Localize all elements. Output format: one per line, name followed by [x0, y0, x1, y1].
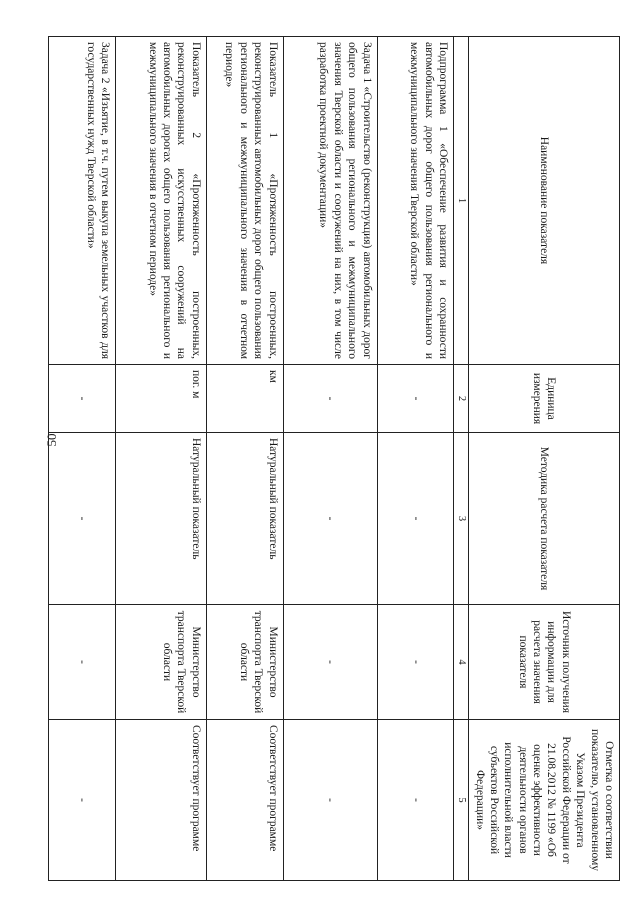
column-number: 3 [454, 433, 469, 605]
indicators-table [48, 36, 620, 881]
source-cell: Министерство транспорта Тверской области [116, 605, 207, 720]
header-source: Источник получения информации для расчета значения показателя [469, 605, 620, 720]
table-row [206, 37, 283, 881]
mark-cell: - [49, 720, 116, 881]
column-number: 4 [454, 605, 469, 720]
method-cell: - [283, 433, 377, 605]
column-number: 5 [454, 720, 469, 881]
unit-cell: - [377, 365, 454, 433]
table-row [49, 37, 116, 881]
unit-cell: пог. м [116, 365, 207, 433]
mark-cell: - [283, 720, 377, 881]
mark-cell: - [377, 720, 454, 881]
method-cell: Натуральный показатель [116, 433, 207, 605]
unit-cell: - [283, 365, 377, 433]
table-header-row [469, 37, 620, 881]
unit-cell: км [206, 365, 283, 433]
table-row [116, 37, 207, 881]
method-cell: - [377, 433, 454, 605]
source-cell: Министерство транспорта Тверской области [206, 605, 283, 720]
unit-cell: - [49, 365, 116, 433]
method-cell: - [49, 433, 116, 605]
indicator-name: Показатель 1 «Протяженность построенных, реконструированных автомобильных дорог общего пользования регионального и межмуниципального значения в отчетном периоде» [206, 37, 283, 365]
column-number: 1 [454, 37, 469, 365]
column-number-row [454, 37, 469, 881]
indicator-name: Задача 2 «Изъятие, в т.ч. путем выкупа земельных участков для государственных нужд Тверской области» [49, 37, 116, 365]
indicator-name: Подпрограмма 1 «Обеспечение развития и сохранности автомобильных дорог общего пользования регионального и межмуниципального значения Тверской области» [377, 37, 454, 365]
indicator-name: Показатель 2 «Протяженность построенных, реконструированных искусственных сооружений на автомобильных дорогах общего пользования регионального и межмуниципального значения в отчетном периоде» [116, 37, 207, 365]
table-row [377, 37, 454, 881]
header-indicator-name: Наименование показателя [469, 37, 620, 365]
header-compliance-mark: Отметка о соответствии показателю, установленному Указом Президента Российской Федерации от 21.08.2012 № 1199 «Об оценке эффективности деятельности органов исполнительной власти субъектов Российской Федерации» [469, 720, 620, 881]
source-cell: - [283, 605, 377, 720]
source-cell: - [377, 605, 454, 720]
mark-cell: Соответствует программе [116, 720, 207, 881]
rotated-table-wrapper [48, 36, 620, 880]
page-number: 50 [44, 433, 59, 447]
table-row [283, 37, 377, 881]
mark-cell: Соответствует программе [206, 720, 283, 881]
header-unit: Единица измерения [469, 365, 620, 433]
indicator-name: Задача 1 «Строительство (реконструкция) автомобильных дорог общего пользования регионального и межмуниципального значения Тверской области и сооружений на них, в том числе разработка проектной документации» [283, 37, 377, 365]
header-method: Методика расчета показателя [469, 433, 620, 605]
method-cell: Натуральный показатель [206, 433, 283, 605]
source-cell: - [49, 605, 116, 720]
column-number: 2 [454, 365, 469, 433]
